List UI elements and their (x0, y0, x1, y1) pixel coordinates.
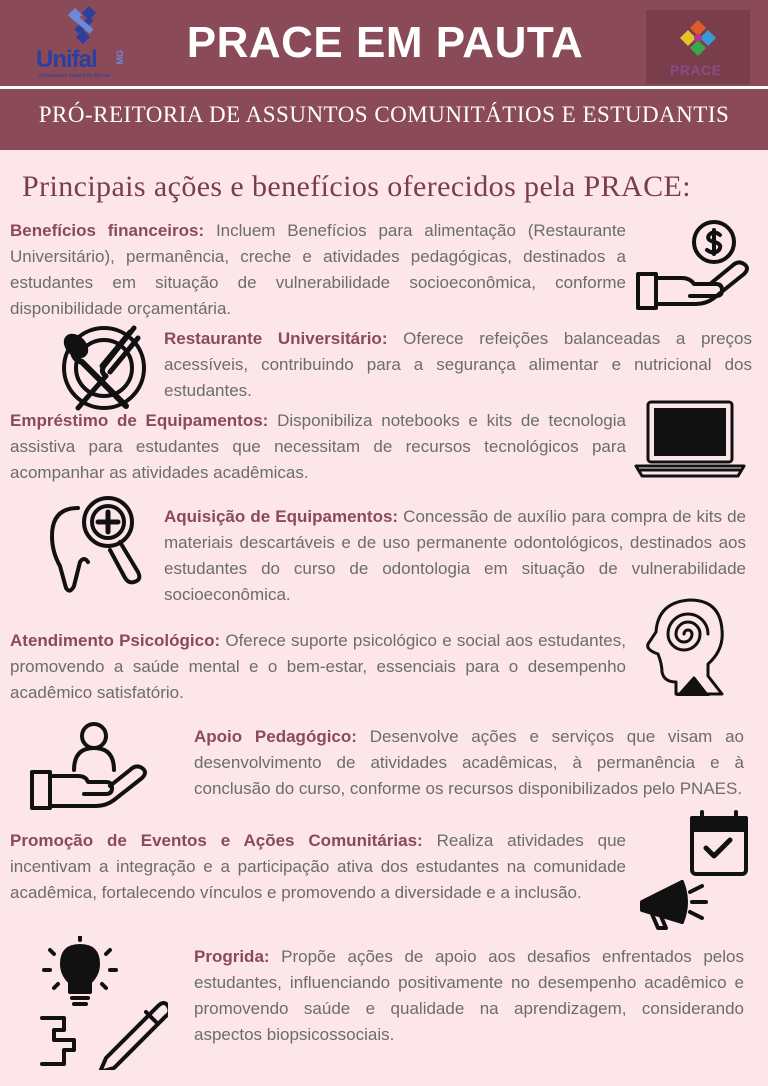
item-text: Oferece suporte psicológico e social aos estudantes, promovendo a saúde mental e o bem-estar, essenciais para o desempenho acadêmico satisfatório. (10, 631, 626, 702)
unifal-logo-suffix: MG (115, 50, 125, 65)
hand-person-icon (28, 720, 148, 814)
hand-money-icon (634, 218, 752, 314)
item-text: Incluem Benefícios para alimentação (Restaurante Universitário), permanência, creche e atividades pedagógicas, destinados a estudantes em situação de vulnerabilidade socioeconômica, conforme disponibilidade orçamentária. (10, 221, 627, 318)
unifal-logo-subtext: Universidade Federal de Alfenas (38, 73, 111, 79)
item-promocao-eventos (10, 828, 626, 906)
unifal-logo-text: Unifal (36, 46, 97, 73)
item-aquisicao-equipamentos (164, 504, 746, 608)
prace-logo (646, 10, 750, 84)
unifal-emblem-icon (66, 6, 102, 44)
item-label: Apoio Pedagógico: (194, 727, 357, 746)
tooth-magnifier-icon (50, 494, 146, 594)
item-restaurante-universitario (164, 326, 752, 404)
item-text: Propõe ações de apoio aos desafios enfrentados pelos estudantes, influenciando positivamente no desempenho acadêmico e promovendo saúde e qualidade na aprendizagem, considerando aspectos biopsicossociais. (194, 947, 744, 1044)
unifal-logo (36, 6, 136, 82)
item-label: Benefícios financeiros: (10, 221, 205, 240)
item-text: Desenvolve ações e serviços que visam ao desenvolvimento de atividades acadêmicas, à permanência e à conclusão do curso, conforme os recursos disponibilizados pelo PNAES. (194, 727, 744, 798)
calendar-megaphone-icon (634, 810, 752, 932)
header-divider (0, 86, 768, 89)
item-text: Concessão de auxílio para compra de kits de materiais descartáveis e de uso permanente odontológicos, destinados aos estudantes do curso de odontologia em situação de vulnerabilidade socioeconômica. (164, 507, 747, 604)
item-label: Restaurante Universitário: (164, 329, 388, 348)
item-label: Empréstimo de Equipamentos: (10, 411, 269, 430)
head-spiral-icon (644, 598, 724, 696)
item-beneficios-financeiros (10, 218, 626, 322)
header-banner (0, 0, 768, 150)
item-atendimento-psicologico (10, 628, 626, 706)
lightbulb-pencil-icon (36, 936, 168, 1070)
page-title: PRACE EM PAUTA (186, 18, 584, 67)
page-subtitle: PRÓ-REITORIA DE ASSUNTOS COMUNITÁTIOS E ESTUDANTIS (38, 102, 730, 127)
item-progrida (194, 944, 744, 1048)
plate-cutlery-icon (60, 324, 148, 412)
prace-emblem-icon (676, 18, 720, 60)
item-label: Atendimento Psicológico: (10, 631, 221, 650)
item-label: Promoção de Eventos e Ações Comunitárias: (10, 831, 423, 850)
item-label: Aquisição de Equipamentos: (164, 507, 399, 526)
prace-logo-text: PRACE (670, 62, 722, 78)
item-label: Progrida: (194, 947, 270, 966)
item-text: Oferece refeições balanceadas a preços acessíveis, contribuindo para a segurança alimentar e nutricional dos estudantes. (164, 329, 752, 400)
item-text: Realiza atividades que incentivam a integração e a participação ativa dos estudantes na comunidade acadêmica, fortalecendo vínculos e promovendo a diversidade e a inclusão. (10, 831, 626, 902)
laptop-icon (634, 398, 746, 480)
item-text: Disponibiliza notebooks e kits de tecnologia assistiva para estudantes que necessitam de recursos tecnológicos para acompanhar as atividades acadêmicas. (10, 411, 626, 482)
item-emprestimo-equipamentos (10, 408, 626, 486)
section-title: Principais ações e benefícios oferecidos pela PRACE: (22, 170, 691, 203)
item-apoio-pedagogico (194, 724, 744, 802)
